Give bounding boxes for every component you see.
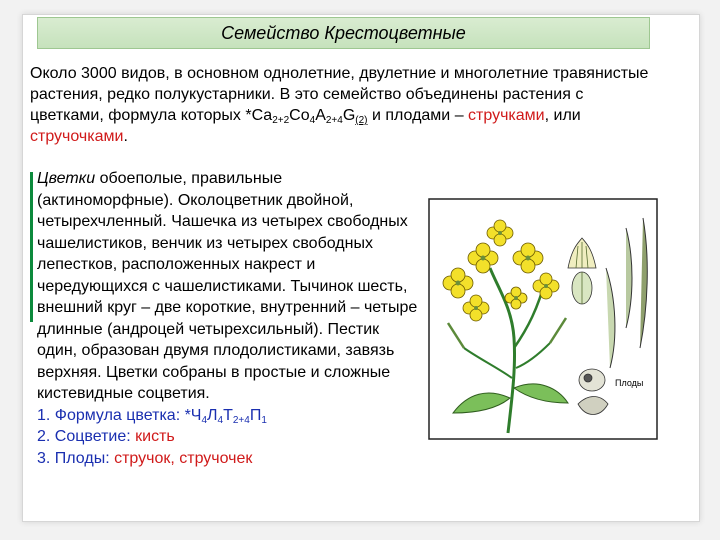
cruciferous-plant-drawing [428, 198, 658, 440]
accent-bar [30, 172, 33, 322]
figure-caption: Плоды [615, 378, 644, 388]
list-item-formula: 1. Формула цветка: $*Ч_4Л_4Т_{2+4}П_1$ [37, 406, 267, 426]
plant-illustration [428, 198, 658, 440]
list-item-fruits: 3. Плоды: стручок, стручочек [37, 449, 253, 467]
fruit-term-2: стручочками [30, 128, 124, 145]
list-item-inflorescence: 2. Соцветие: кисть [37, 428, 175, 445]
description [37, 168, 422, 469]
intro-paragraph: Около 3000 видов, в основном однолетние, двулетние и многолетние травянистые растения, редко полукустарники. В это семейство объединены растения с цветками, формула которых $*Са_{2+2}Со_4А_{2+4}G_{(2)}$ и плодами – стручками, или стручочками. [30, 65, 649, 145]
fruit-term-1: стручками [468, 107, 545, 124]
flower-description: Цветки обоеполые, правильные (актиноморфные). Околоцветник двойной, четырехчленный. Чашечка из четырех свободных чашелистиков, венчик из четырех свободных лепестков, расположенных накрест и чередующихся с чашелистиками. Тычинок шесть, внешний круг – две короткие, внутренний – четыре длинные (андроцей четырехсильный). Пестик один, образован двумя плодолистиками, завязь верхняя. Цветки собраны в простые и сложные кистевидные соцветия. [37, 170, 418, 402]
slide-title: Семейство Крестоцветные [37, 17, 650, 49]
